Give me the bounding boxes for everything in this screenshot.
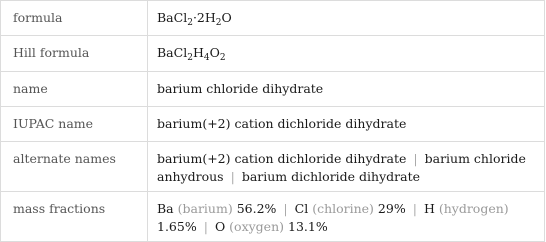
separator: | bbox=[230, 169, 235, 184]
name-label: name bbox=[1, 72, 148, 107]
element-fraction: 13.1% bbox=[288, 219, 328, 234]
formula-label: formula bbox=[1, 1, 148, 36]
table-row-mass-fractions bbox=[1, 192, 545, 242]
hill-subscript: 4 bbox=[203, 53, 210, 63]
hill-formula-value bbox=[148, 36, 545, 72]
separator: | bbox=[413, 151, 418, 166]
hill-subscript: 2 bbox=[219, 53, 226, 63]
table-row-name bbox=[1, 72, 545, 107]
separator: | bbox=[203, 219, 208, 234]
hill-subscript: 2 bbox=[187, 53, 193, 63]
formula-subscript: 2 bbox=[215, 18, 222, 28]
alternate-name: barium dichloride dihydrate bbox=[241, 169, 420, 184]
hill-part: BaCl bbox=[157, 45, 188, 60]
hill-part: O bbox=[209, 45, 220, 60]
alternate-names-value bbox=[148, 142, 545, 192]
mass-fractions-value bbox=[148, 192, 545, 242]
element-name: (chlorine) bbox=[312, 201, 374, 216]
formula-part: O bbox=[221, 10, 232, 25]
formula-part: BaCl bbox=[157, 10, 188, 25]
table-row-hill-formula bbox=[1, 36, 545, 72]
alternate-name: barium chloride anhydrous bbox=[157, 151, 526, 184]
element-name: (barium) bbox=[177, 201, 233, 216]
iupac-name-value: barium(+2) cation dichloride dihydrate bbox=[148, 107, 545, 142]
mass-fractions-label: mass fractions bbox=[1, 192, 148, 242]
table-row-formula bbox=[1, 1, 545, 36]
element-name: (oxygen) bbox=[229, 219, 285, 234]
element-name: (hydrogen) bbox=[438, 201, 509, 216]
table-row-iupac-name bbox=[1, 107, 545, 142]
name-value: barium chloride dihydrate bbox=[148, 72, 545, 107]
element-fraction: 1.65% bbox=[157, 219, 197, 234]
element-symbol: Cl bbox=[294, 201, 309, 216]
formula-part: ·2H bbox=[192, 10, 216, 25]
formula-subscript: 2 bbox=[187, 18, 193, 28]
element-symbol: O bbox=[214, 219, 226, 234]
element-fraction: 56.2% bbox=[236, 201, 277, 216]
element-symbol: Ba bbox=[157, 201, 174, 216]
hill-part: H bbox=[192, 45, 204, 60]
separator: | bbox=[412, 201, 417, 216]
formula-value bbox=[148, 1, 545, 36]
element-symbol: H bbox=[423, 201, 435, 216]
alternate-name: barium(+2) cation dichloride dihydrate bbox=[157, 151, 407, 166]
alternate-names-label: alternate names bbox=[1, 142, 148, 192]
iupac-name-label: IUPAC name bbox=[1, 107, 148, 142]
separator: | bbox=[283, 201, 288, 216]
hill-formula-label: Hill formula bbox=[1, 36, 148, 72]
table-row-alternate-names bbox=[1, 142, 545, 192]
element-fraction: 29% bbox=[377, 201, 406, 216]
